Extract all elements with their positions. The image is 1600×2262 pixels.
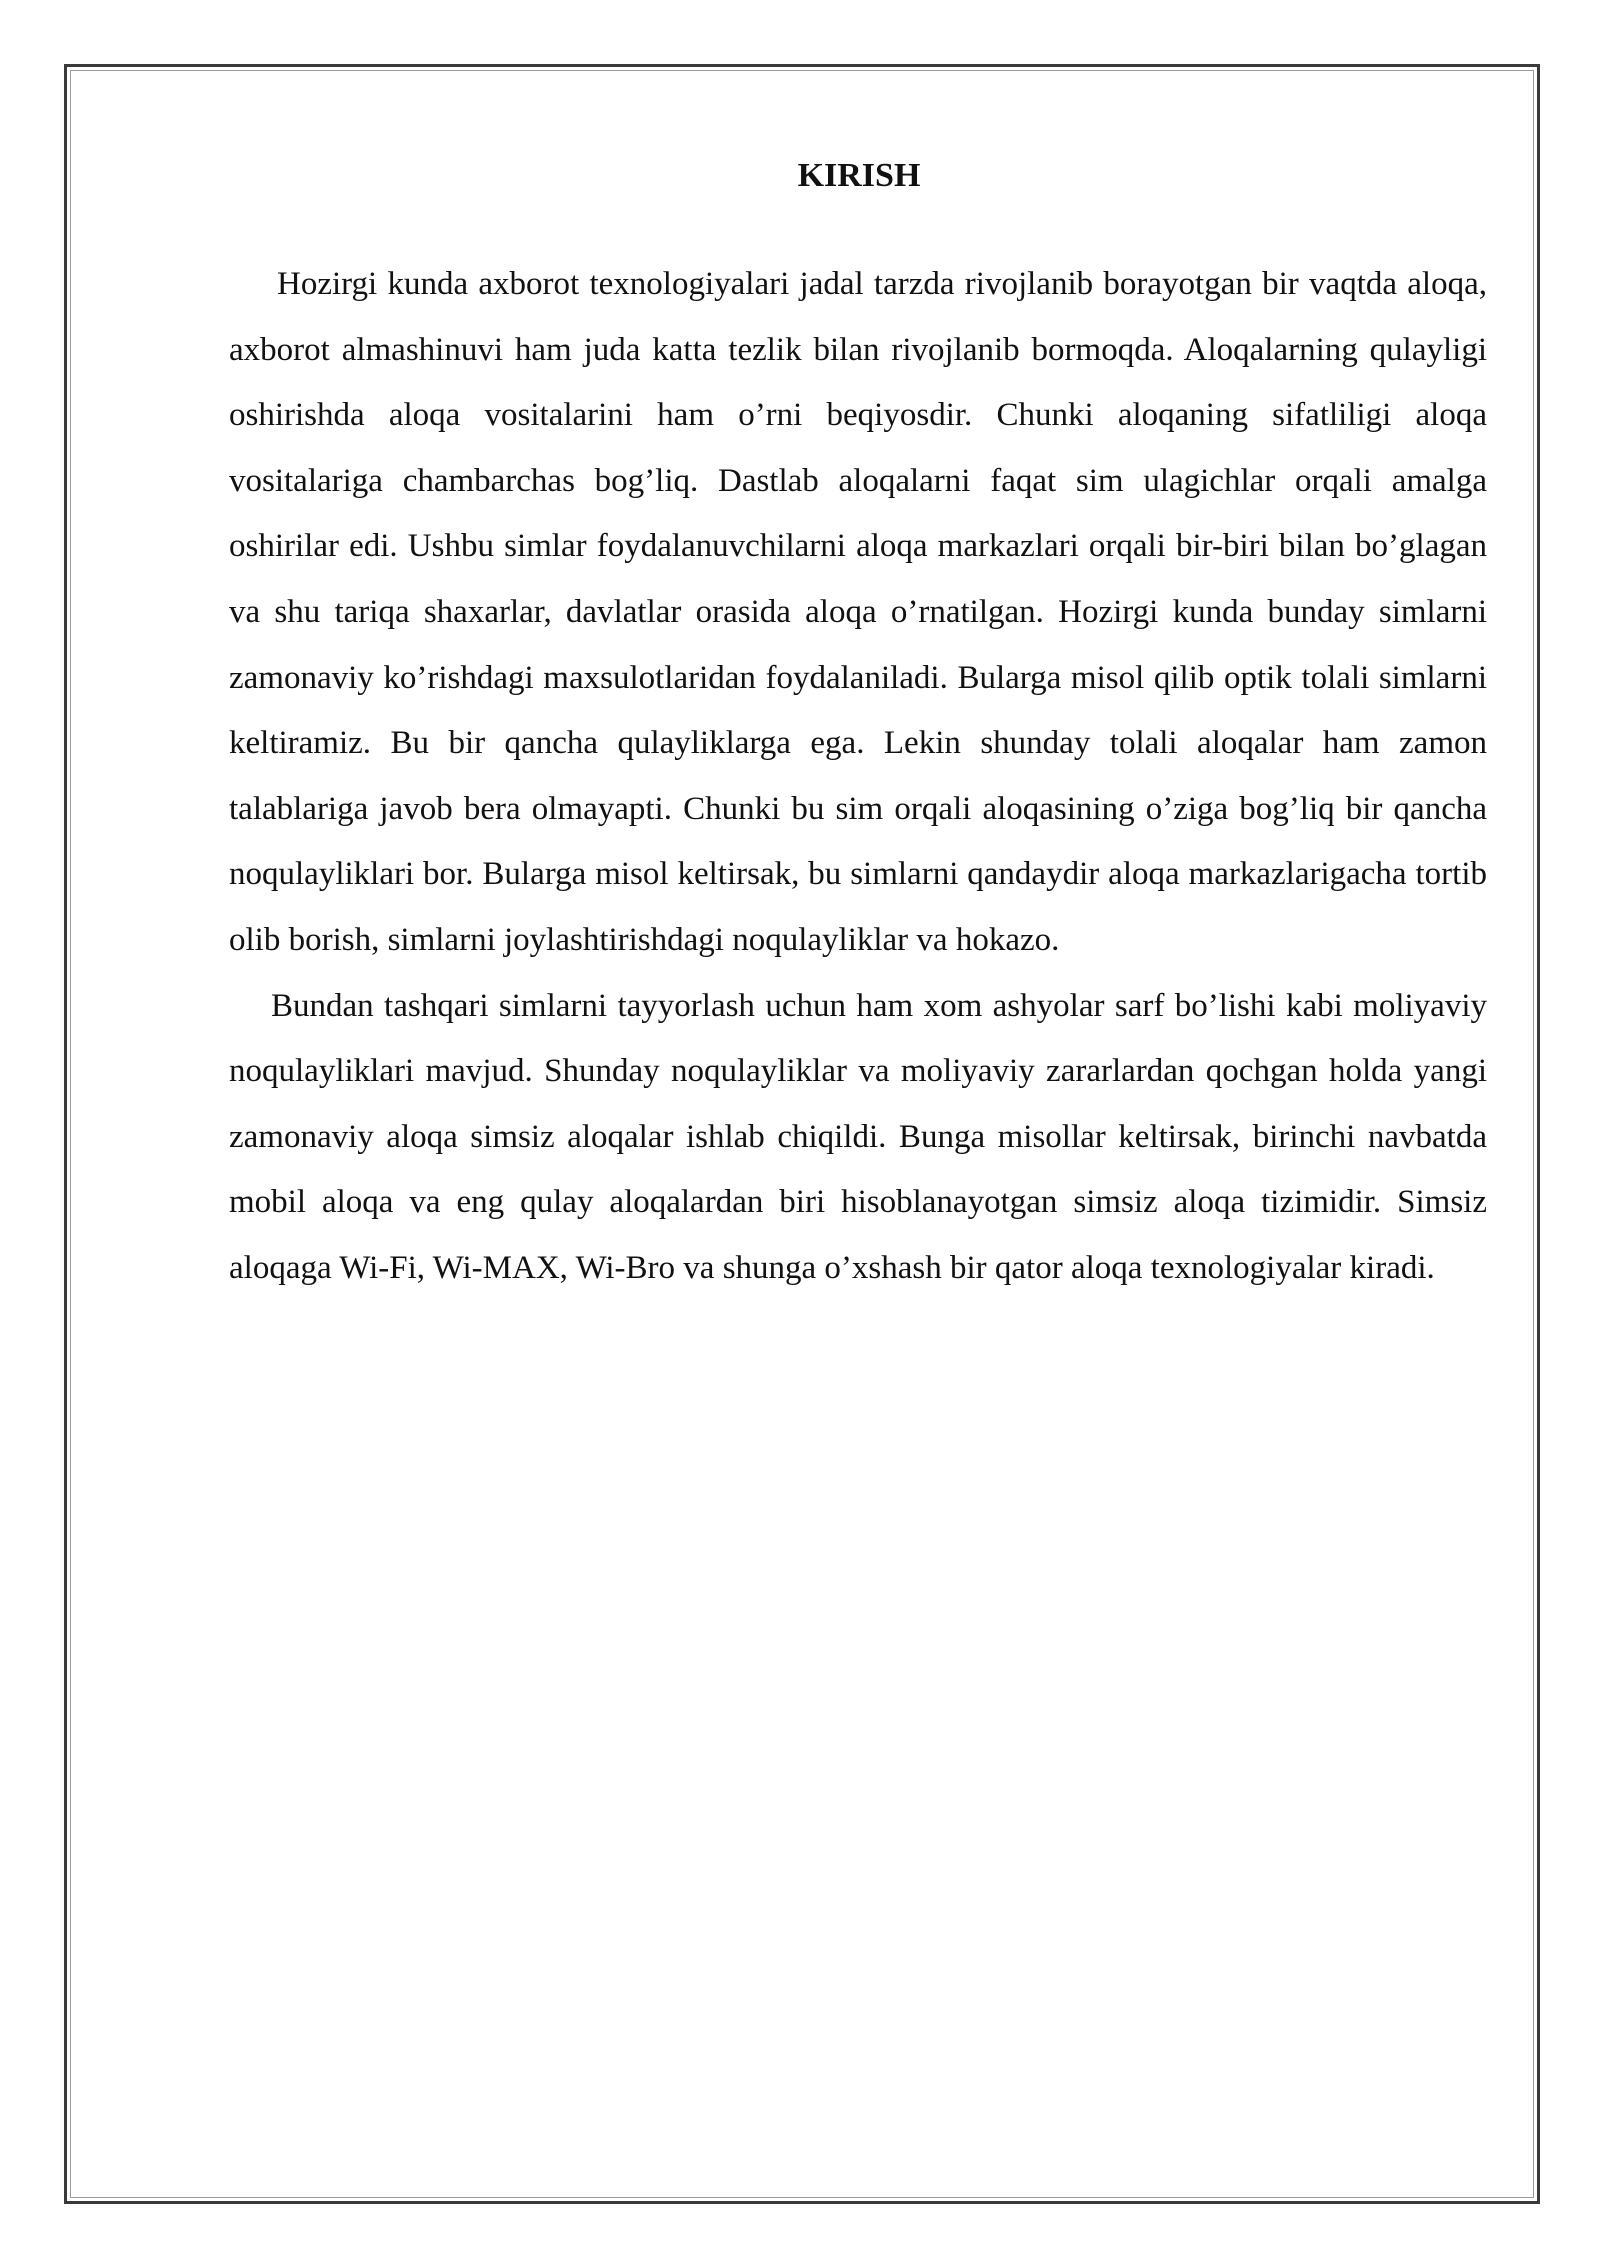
paragraph-intro: Hozirgi kunda axborot texnologiyalari jadal tarzda rivojlanib borayotgan bir vaqtda aloqa, axborot almashinuvi ham juda katta tezlik bilan rivojlanib bormoqda. Aloqalarning qulayligi oshirishda aloqa vositalarini ham o’rni beqiyosdir. Chunki aloqaning sifatliligi aloqa vositalariga chambarchas bog’liq. Dastlab aloqalarni faqat sim ulagichlar orqali amalga oshirilar edi. Ushbu simlar foydalanuvchilarni aloqa markazlari orqali bir-biri bilan bo’glagan va shu tariqa shaxarlar, davlatlar orasida aloqa o’rnatilgan. Hozirgi kunda bunday simlarni zamonaviy ko’rishdagi maxsulotlaridan foydalaniladi. Bularga misol qilib optik tolali simlarni keltiramiz. Bu bir qancha qulayliklarga ega. Lekin shunday tolali aloqalar ham zamon talablariga javob bera olmayapti. Chunki bu sim orqali aloqasining o’ziga bog’liq bir qancha noqulayliklari bor. Bularga misol keltirsak, bu simlarni qandaydir aloqa markazlarigacha tortib olib borish, simlarni joylashtirishdagi noqulayliklar va hokazo. xyxy=(229,266,1487,958)
paragraph-wireless: Bundan tashqari simlarni tayyorlash uchun ham xom ashyolar sarf bo’lishi kabi moliyaviy noqulayliklari mavjud. Shunday noqulayliklar va moliyaviy zararlardan qochgan holda yangi zamonaviy aloqa simsiz aloqalar ishlab chiqildi. Bunga misollar keltirsak, birinchi navbatda mobil aloqa va eng qulay aloqalardan biri hisoblanayotgan simsiz aloqa tizimidir. Simsiz aloqaga Wi-Fi, Wi-MAX, Wi-Bro va shunga o’xshash bir qator aloqa texnologiyalar kiradi. xyxy=(229,987,1487,1286)
document-heading: KIRISH xyxy=(797,157,921,194)
document-body xyxy=(229,150,1487,1302)
